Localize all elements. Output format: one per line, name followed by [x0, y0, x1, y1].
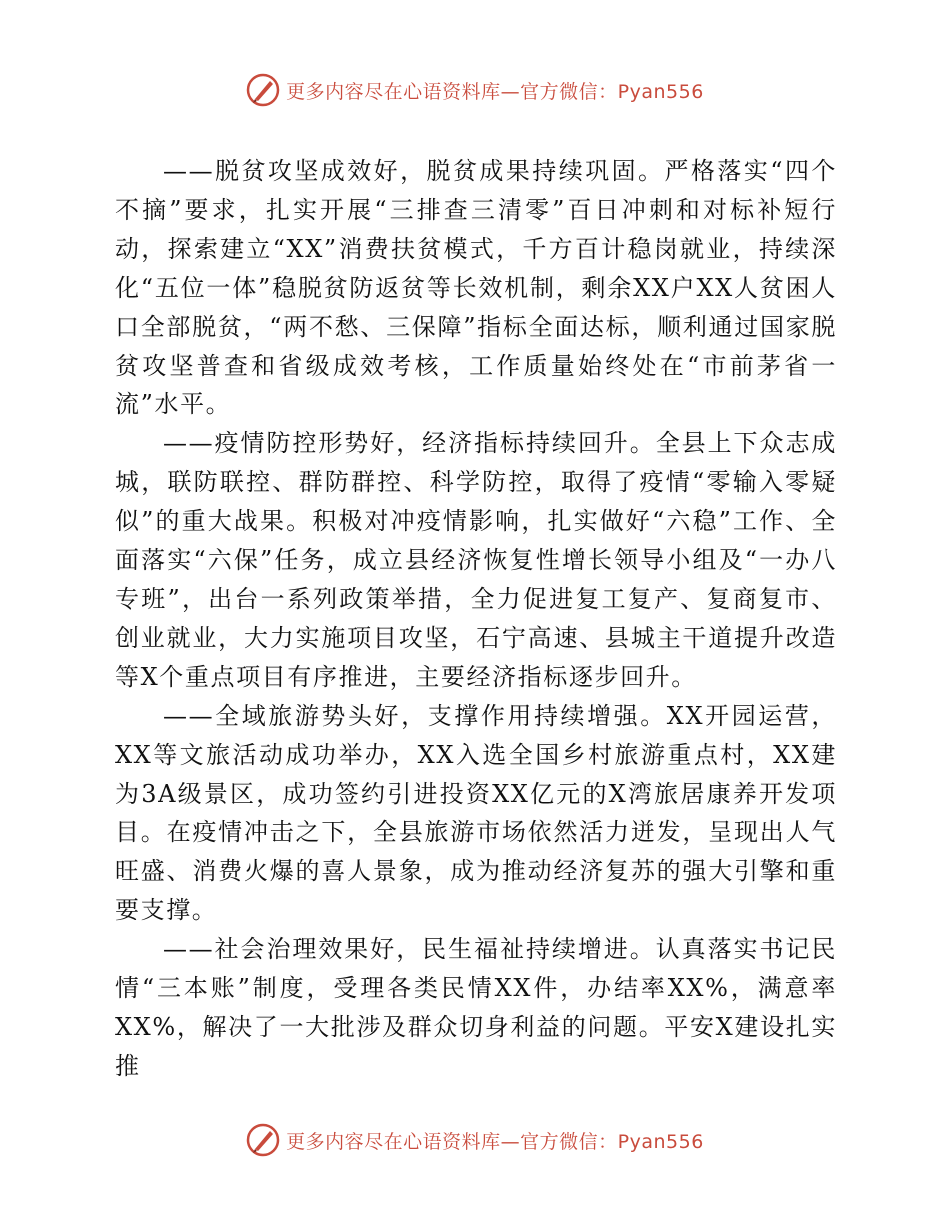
watermark-text: 更多内容尽在心语资料库—官方微信：Pyan556 [286, 1130, 704, 1153]
quill-pen-logo-icon [246, 73, 280, 107]
paragraph-social-governance: ——社会治理效果好，民生福祉持续增进。认真落实书记民情“三本账”制度，受理各类民情XX件，办结率XX%，满意率XX%，解决了一大批涉及群众切身利益的问题。平安X建设扎实推 [115, 935, 837, 1080]
paragraph-poverty-alleviation: ——脱贫攻坚成效好，脱贫成果持续巩固。严格落实“四个不摘”要求，扎实开展“三排查三清零”百日冲刺和对标补短行动，探索建立“XX”消费扶贫模式，千方百计稳岗就业，持续深化“五位一体”稳脱贫防返贫等长效机制，剩余XX户XX人贫困人口全部脱贫，“两不愁、三保障”指标全面达标，顺利通过国家脱贫攻坚普查和省级成效考核，工作质量始终处在“市前茅省一流”水平。 [115, 157, 837, 419]
footer-watermark [0, 1120, 950, 1160]
quill-pen-logo-icon [246, 1123, 280, 1157]
document-body [115, 152, 837, 1086]
watermark-text: 更多内容尽在心语资料库—官方微信：Pyan556 [286, 80, 704, 103]
paragraph-epidemic-control: ——疫情防控形势好，经济指标持续回升。全县上下众志成城，联防联控、群防群控、科学防控，取得了疫情“零输入零疑似”的重大战果。积极对冲疫情影响，扎实做好“六稳”工作、全面落实“六保”任务，成立县经济恢复性增长领导小组及“一办八专班”，出台一系列政策举措，全力促进复工复产、复商复市、创业就业，大力实施项目攻坚，石宁高速、县城主干道提升改造等X个重点项目有序推进，主要经济指标逐步回升。 [115, 429, 837, 691]
paragraph-tourism: ——全域旅游势头好，支撑作用持续增强。XX开园运营，XX等文旅活动成功举办，XX入选全国乡村旅游重点村，XX建为3A级景区，成功签约引进投资XX亿元的X湾旅居康养开发项目。在疫情冲击之下，全县旅游市场依然活力迸发，呈现出人气旺盛、消费火爆的喜人景象，成为推动经济复苏的强大引擎和重要支撑。 [115, 701, 837, 925]
header-watermark [0, 70, 950, 110]
